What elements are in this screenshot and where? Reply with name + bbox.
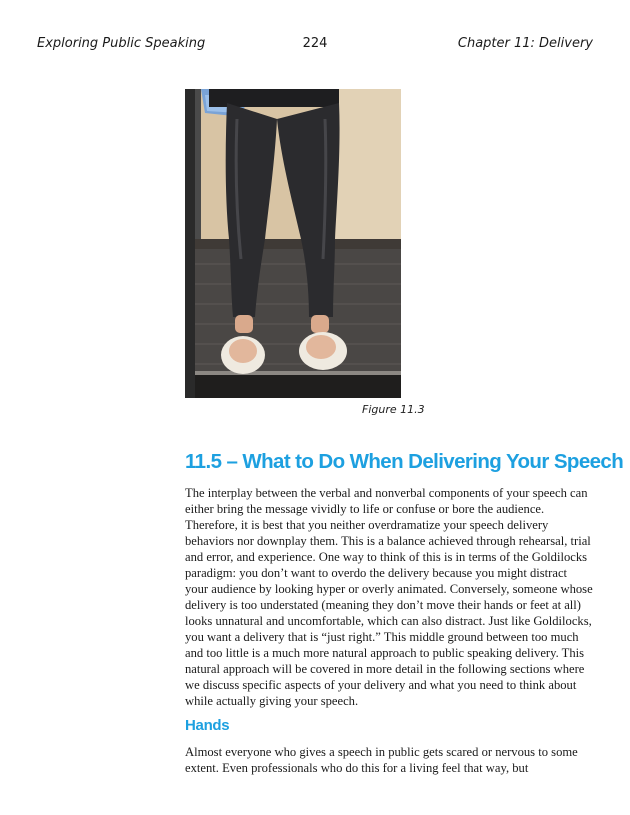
figure-photo-legs xyxy=(185,89,401,398)
figure-caption: Figure 11.3 xyxy=(362,403,425,416)
section-heading: 11.5 – What to Do When Delivering Your Speech xyxy=(185,450,624,473)
running-header xyxy=(0,36,630,54)
book-title: Exploring Public Speaking xyxy=(37,36,206,51)
page-number: 224 xyxy=(302,36,328,51)
subsection-heading-hands: Hands xyxy=(185,717,230,734)
section-paragraph: The interplay between the verbal and nonverbal components of your speech can either bring the message vividly to life or confuse or bore the audience. Therefore, it is best that you neither overdramatize your speech delivery behaviors nor downplay them. This is a balance achieved through rehearsal, trial and error, and experience. One way to think of this is in terms of the Goldilocks paradigm: you don’t want to overdo the delivery because you might distract your audience by looking hyper or overly animated. Conversely, someone whose delivery is too understated (meaning they don’t move their hands or feet at all) looks unnatural and uncomfortable, which can also distract. Just like Goldilocks, you want a delivery that is “just right.” This middle ground between too much and too little is a much more natural approach to public speaking delivery. This natural approach will be covered in more detail in the following sections where we discuss specific aspects of your delivery and what you need to think about while actually giving your speech. xyxy=(185,486,593,708)
chapter-title: Chapter 11: Delivery xyxy=(457,36,593,51)
subsection-paragraph: Almost everyone who gives a speech in public gets scared or nervous to some extent. Even professionals who do this for a living feel that way, but xyxy=(185,745,578,775)
